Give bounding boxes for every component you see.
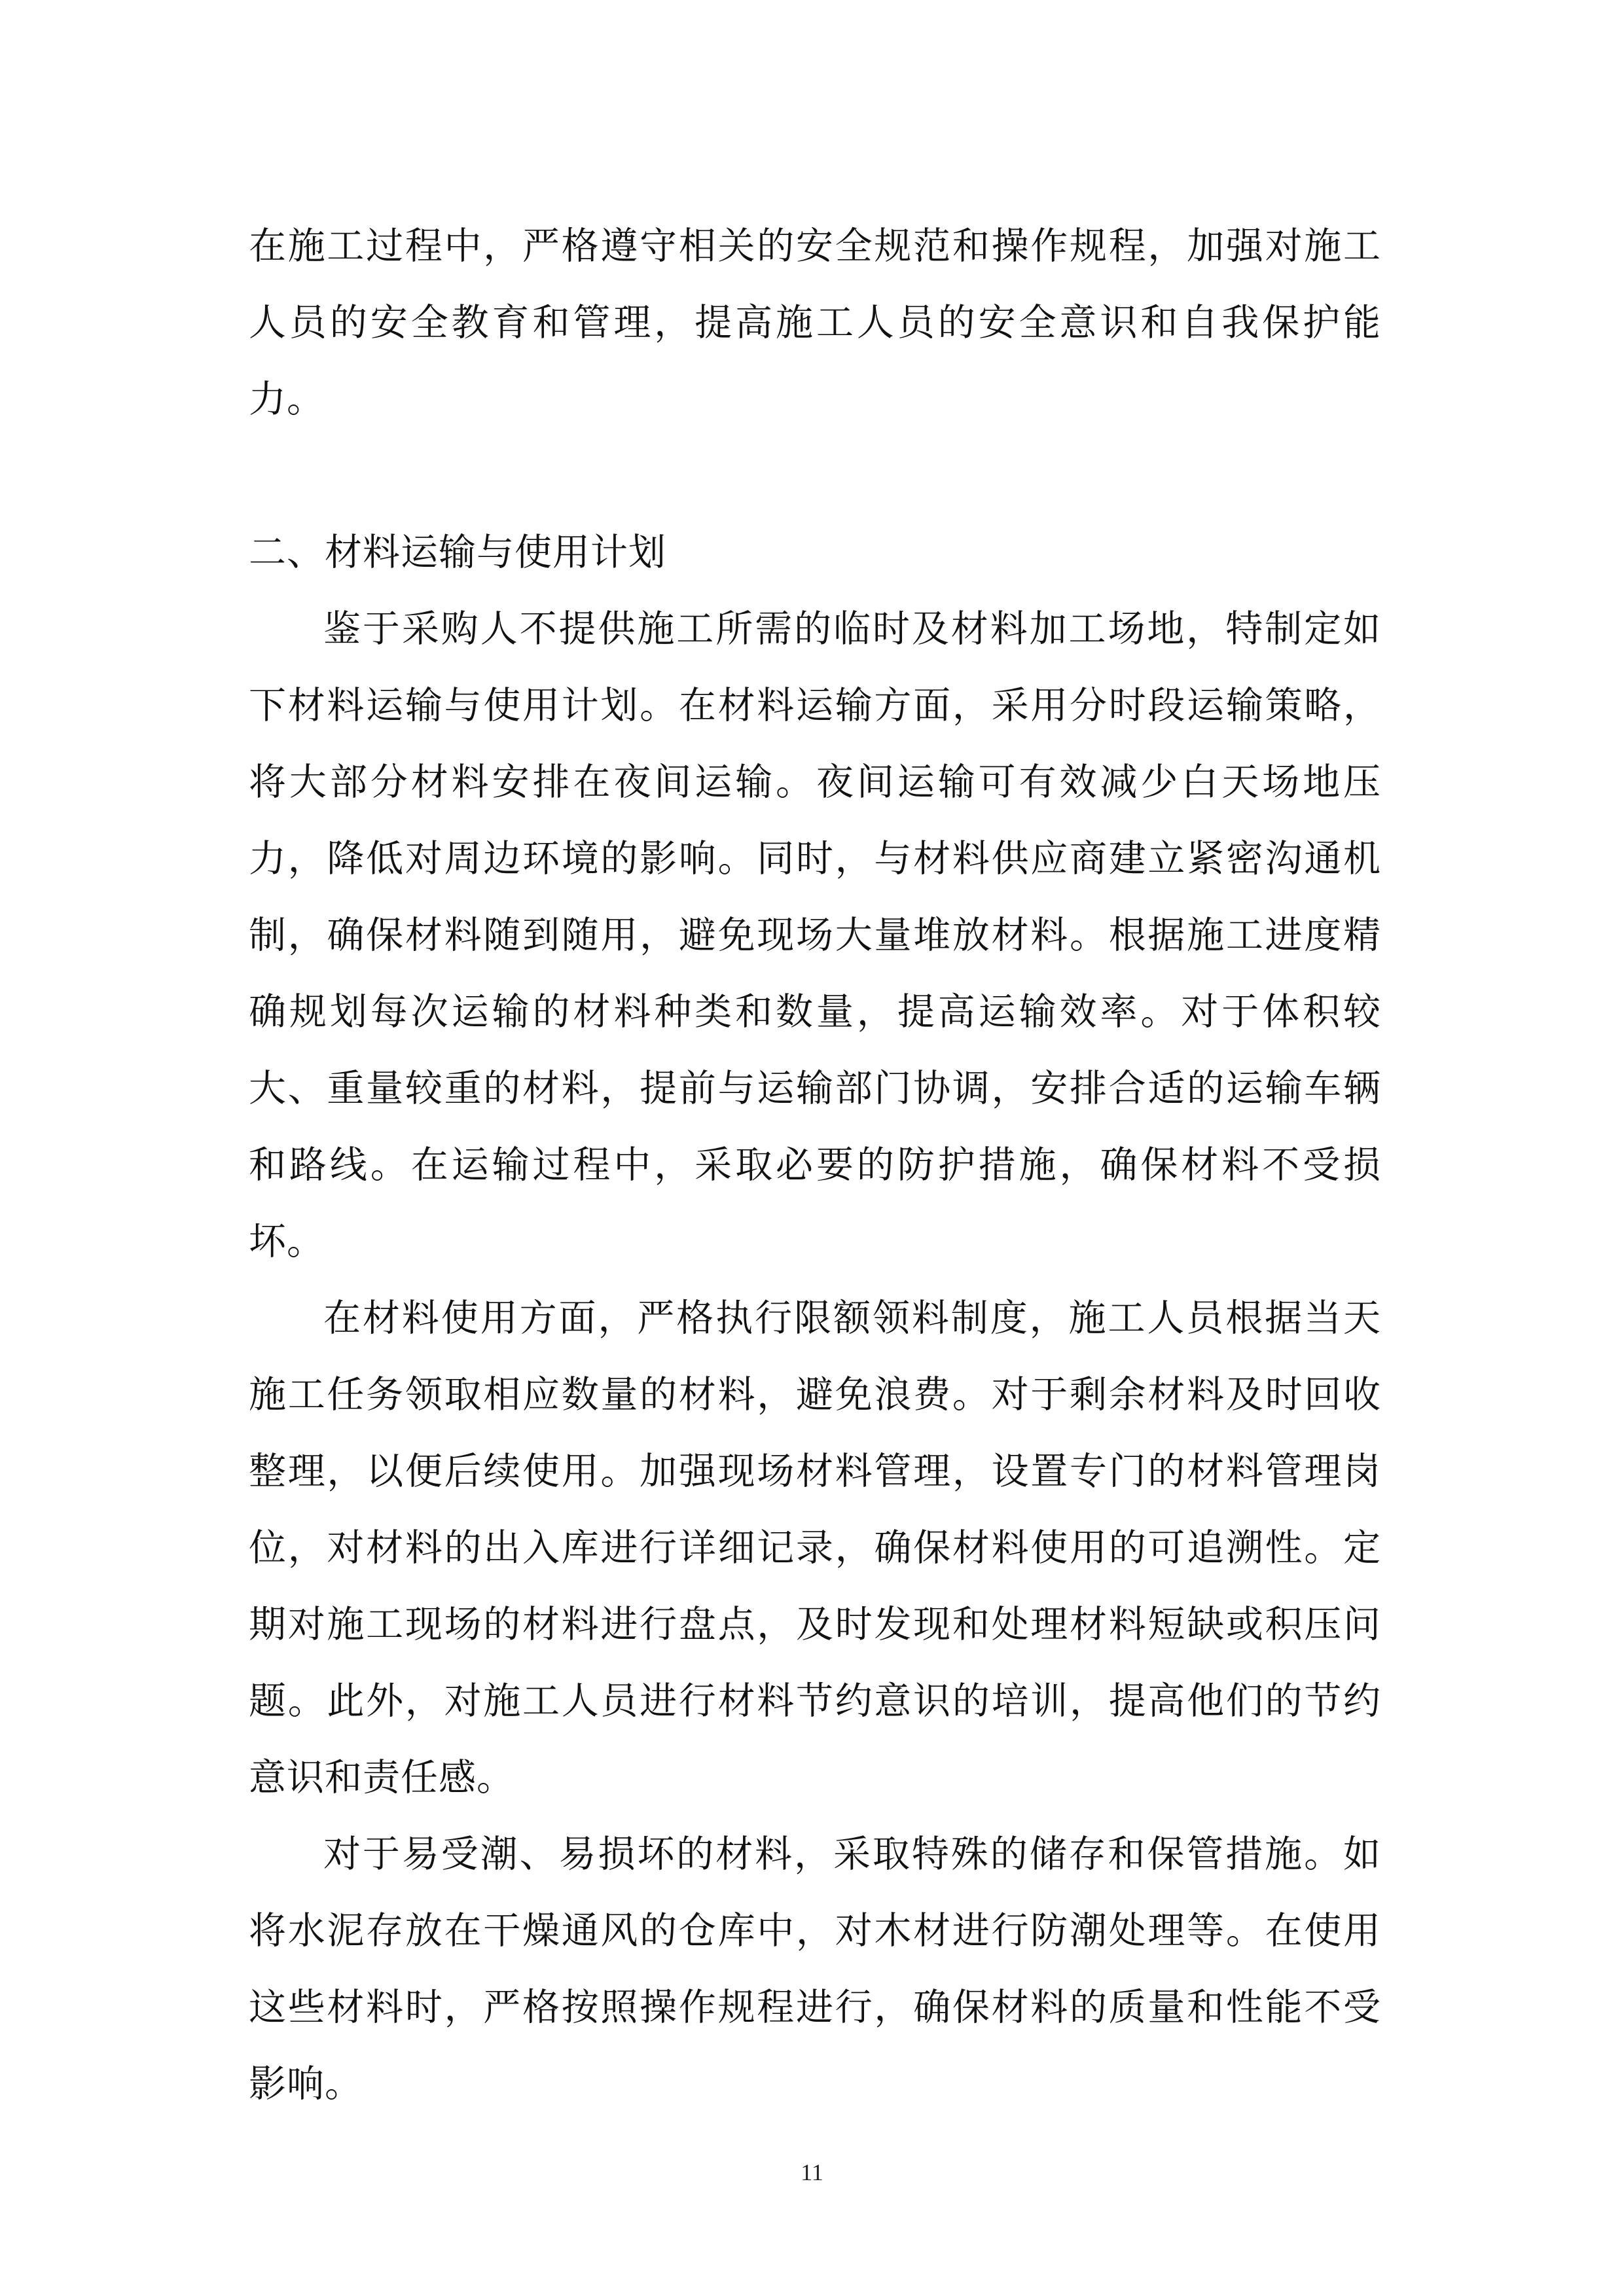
paragraph-special-storage: 对于易受潮、易损坏的材料，采取特殊的储存和保管措施。如将水泥存放在干燥通风的仓库中，对木材进行防潮处理等。在使用这些材料时，严格按照操作规程进行，确保材料的质量和性能不受影响。 xyxy=(249,1833,1381,2106)
paragraph-material-usage: 在材料使用方面，严格执行限额领料制度，施工人员根据当天施工任务领取相应数量的材料，避免浪费。对于剩余材料及时回收整理，以便后续使用。加强现场材料管理，设置专门的材料管理岗位，对材料的出入库进行详细记录，确保材料使用的可追溯性。定期对施工现场的材料进行盘点，及时发现和处理材料短缺或积压问题。此外，对施工人员进行材料节约意识的培训，提高他们的节约意识和责任感。 xyxy=(249,1297,1381,1799)
page-number: 11 xyxy=(801,2159,823,2185)
paragraph-transport-plan: 鉴于采购人不提供施工所需的临时及材料加工场地，特制定如下材料运输与使用计划。在材料运输方面，采用分时段运输策略，将大部分材料安排在夜间运输。夜间运输可有效减少白天场地压力，降低对周边环境的影响。同时，与材料供应商建立紧密沟通机制，确保材料随到随用，避免现场大量堆放材料。根据施工进度精确规划每次运输的材料种类和数量，提高运输效率。对于体积较大、重量较重的材料，提前与运输部门协调，安排合适的运输车辆和路线。在运输过程中，采取必要的防护措施，确保材料不受损坏。 xyxy=(249,607,1381,1263)
continued-paragraph: 在施工过程中，严格遵守相关的安全规范和操作规程，加强对施工人员的安全教育和管理，提高施工人员的安全意识和自我保护能力。 xyxy=(249,224,1381,421)
section-heading: 二、材料运输与使用计划 xyxy=(249,531,666,574)
document-body xyxy=(249,208,1381,2123)
